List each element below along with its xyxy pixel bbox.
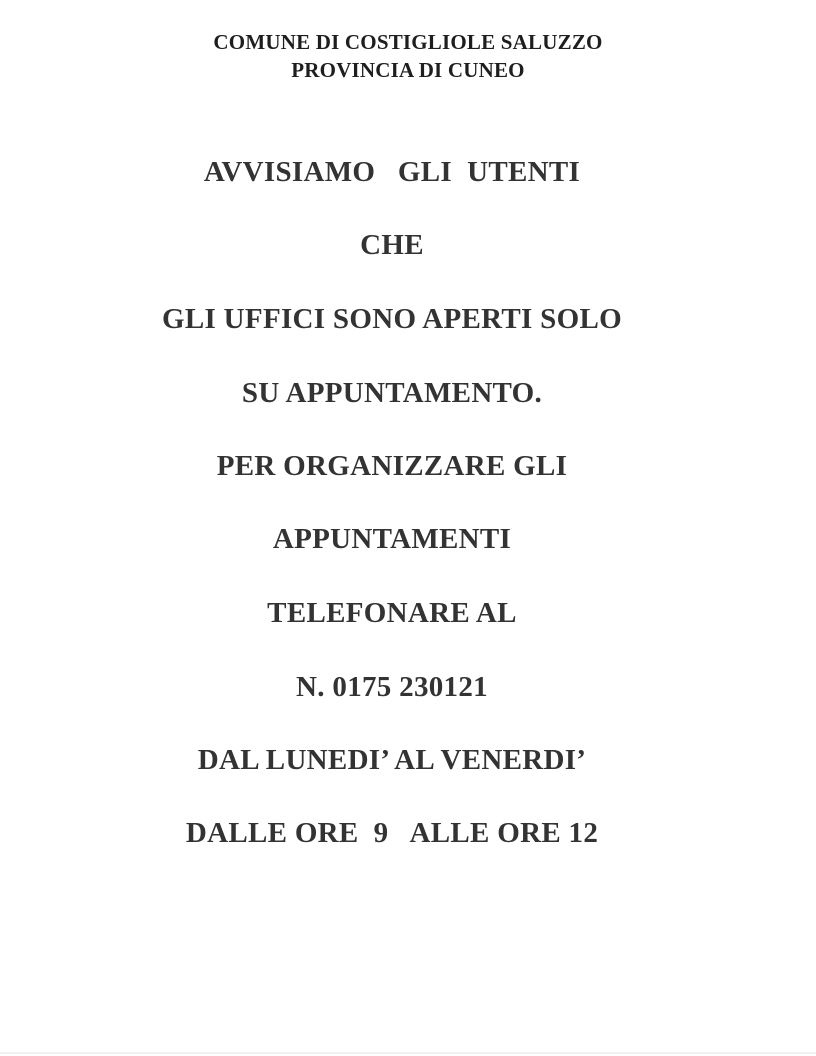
notice-line-to-organize: PER ORGANIZZARE GLI	[216, 450, 568, 482]
document-header	[0, 28, 816, 84]
scan-edge-line	[0, 1052, 816, 1054]
notice-line-days: DAL LUNEDI’ AL VENERDI’	[197, 744, 587, 776]
notice-line-appointments: APPUNTAMENTI	[272, 523, 512, 555]
province-name: PROVINCIA DI CUNEO	[291, 58, 525, 82]
phone-number: N. 0175 230121	[296, 671, 488, 703]
notice-line-hours: DALLE ORE 9 ALLE ORE 12	[185, 817, 599, 849]
notice-line-by-appointment: SU APPUNTAMENTO.	[241, 377, 543, 409]
notice-line-users: AVVISIAMO GLI UTENTI	[203, 156, 581, 188]
notice-line-call: TELEFONARE AL	[267, 597, 517, 629]
municipality-name: COMUNE DI COSTIGLIOLE SALUZZO	[213, 30, 603, 54]
notice-line-offices-open: GLI UFFICI SONO APERTI SOLO	[162, 303, 622, 335]
notice-line-che: CHE	[360, 229, 424, 261]
